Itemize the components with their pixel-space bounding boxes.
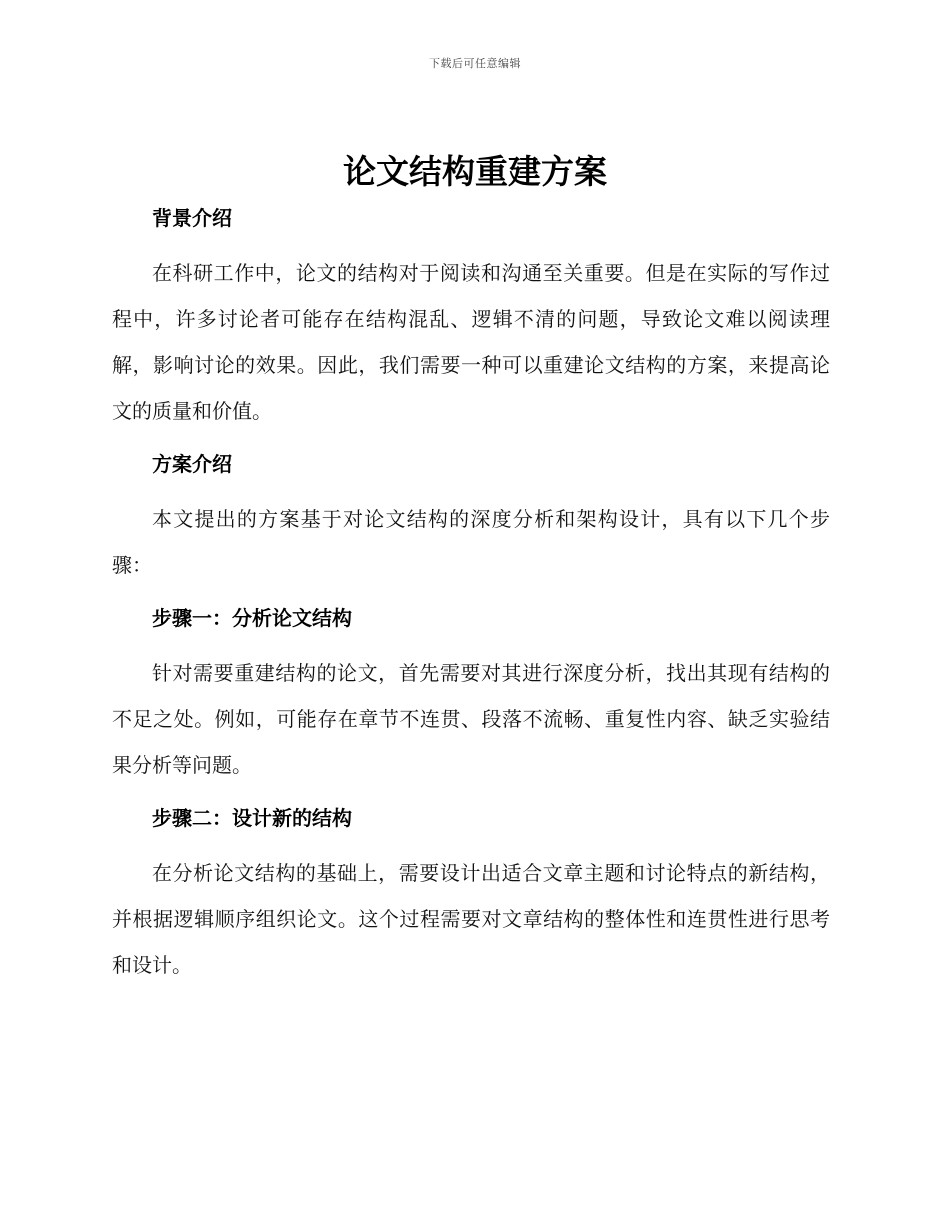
document-title: 论文结构重建方案 [343, 152, 607, 191]
section-background [112, 200, 830, 434]
section-plan [112, 446, 830, 588]
header-note: 下载后可任意编辑 [429, 57, 521, 70]
document-body [112, 200, 830, 988]
paragraph-plan: 本文提出的方案基于对论文结构的深度分析和架构设计，具有以下几个步骤： [112, 507, 830, 577]
section-heading-step-two: 步骤二：设计新的结构 [152, 806, 352, 830]
section-step-one [112, 600, 830, 788]
section-heading-step-one: 步骤一：分析论文结构 [152, 606, 352, 630]
paragraph-step-two: 在分析论文结构的基础上，需要设计出适合文章主题和讨论特点的新结构，并根据逻辑顺序组织论文。这个过程需要对文章结构的整体性和连贯性进行思考和设计。 [112, 861, 830, 977]
paragraph-background: 在科研工作中，论文的结构对于阅读和沟通至关重要。但是在实际的写作过程中，许多讨论者可能存在结构混乱、逻辑不清的问题，导致论文难以阅读理解，影响讨论的效果。因此，我们需要一种可以重建论文结构的方案，来提高论文的质量和价值。 [112, 261, 830, 423]
section-step-two [112, 800, 830, 988]
section-heading-plan: 方案介绍 [152, 452, 232, 476]
section-heading-background: 背景介绍 [152, 206, 232, 230]
paragraph-step-one: 针对需要重建结构的论文，首先需要对其进行深度分析，找出其现有结构的不足之处。例如，可能存在章节不连贯、段落不流畅、重复性内容、缺乏实验结果分析等问题。 [112, 661, 830, 777]
